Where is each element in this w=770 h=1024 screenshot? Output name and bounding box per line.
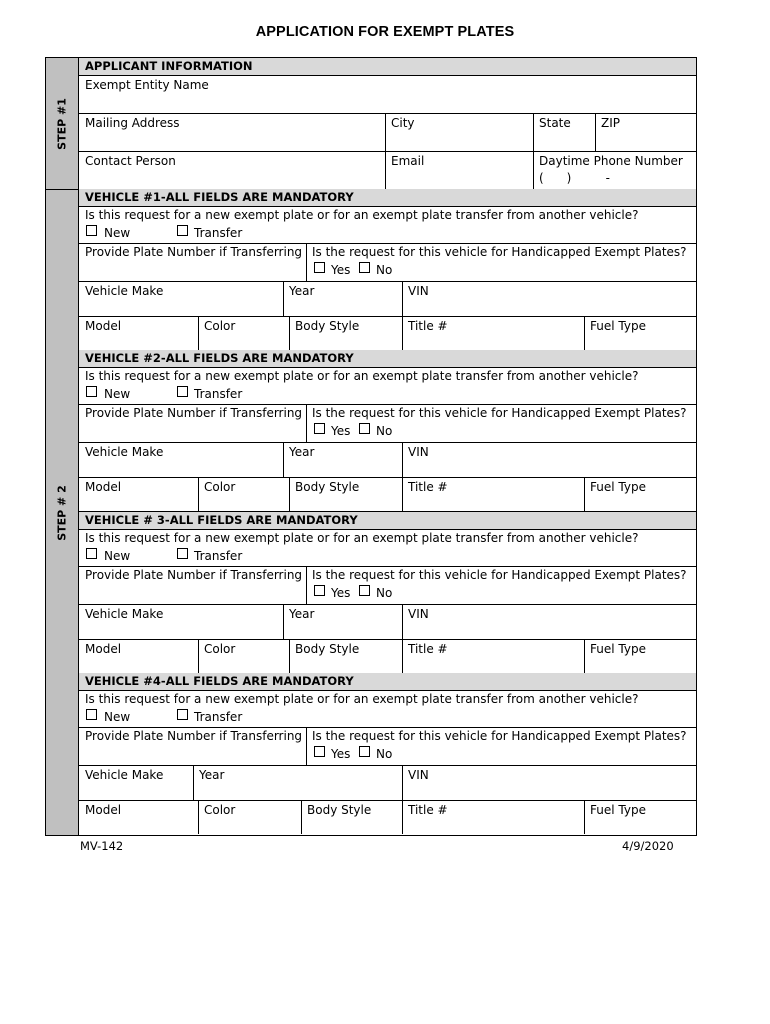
vehicle-3-title-field[interactable]: Title # bbox=[408, 642, 448, 656]
vehicle-2-vin-field[interactable]: VIN bbox=[408, 445, 429, 459]
vehicle-3-color-field[interactable]: Color bbox=[204, 642, 236, 656]
form-number: MV-142 bbox=[80, 839, 124, 853]
vehicle-4-model-field[interactable]: Model bbox=[85, 803, 122, 817]
vehicle-4-body-style-field[interactable]: Body Style bbox=[307, 803, 372, 817]
vehicle-3-no-label: No bbox=[376, 586, 393, 600]
vehicle-4-no-checkbox[interactable] bbox=[359, 746, 370, 757]
divider bbox=[79, 316, 696, 317]
vehicle-1-body-style-field[interactable]: Body Style bbox=[295, 319, 360, 333]
vehicle-1-question: Is this request for a new exempt plate or for an exempt plate transfer from another vehicle? bbox=[85, 208, 639, 222]
vehicle-3-yes-label: Yes bbox=[331, 586, 351, 600]
vehicle-2-plate-number-field[interactable]: Provide Plate Number if Transferring bbox=[85, 406, 303, 420]
vehicle-4-handicapped-question: Is the request for this vehicle for Handicapped Exempt Plates? bbox=[312, 729, 687, 743]
vehicle-1-make-field[interactable]: Vehicle Make bbox=[85, 284, 164, 298]
vehicle-1-title-field[interactable]: Title # bbox=[408, 319, 448, 333]
application-form bbox=[45, 57, 697, 836]
step-2-label: STEP # 2 bbox=[55, 484, 69, 541]
vehicle-4-make-field[interactable]: Vehicle Make bbox=[85, 768, 164, 782]
divider bbox=[79, 367, 696, 368]
vehicle-1-no-label: No bbox=[376, 263, 393, 277]
divider bbox=[289, 477, 290, 511]
vehicle-2-yes-checkbox[interactable] bbox=[314, 423, 325, 434]
divider bbox=[584, 477, 585, 511]
vehicle-4-yes-checkbox[interactable] bbox=[314, 746, 325, 757]
vehicle-3-make-field[interactable]: Vehicle Make bbox=[85, 607, 164, 621]
vehicle-4-header: VEHICLE #4-ALL FIELDS ARE MANDATORY bbox=[79, 673, 696, 690]
vehicle-1-new-checkbox[interactable] bbox=[86, 225, 97, 236]
vehicle-2-no-checkbox[interactable] bbox=[359, 423, 370, 434]
vehicle-4-transfer-checkbox[interactable] bbox=[177, 709, 188, 720]
vehicle-3-no-checkbox[interactable] bbox=[359, 585, 370, 596]
divider bbox=[79, 529, 696, 530]
divider bbox=[306, 566, 307, 604]
vehicle-3-plate-number-field[interactable]: Provide Plate Number if Transferring bbox=[85, 568, 303, 582]
vehicle-2-question: Is this request for a new exempt plate or for an exempt plate transfer from another vehicle? bbox=[85, 369, 639, 383]
divider bbox=[402, 639, 403, 673]
vehicle-2-fuel-type-field[interactable]: Fuel Type bbox=[590, 480, 646, 494]
vehicle-1-plate-number-field[interactable]: Provide Plate Number if Transferring bbox=[85, 245, 303, 259]
vehicle-1-transfer-label: Transfer bbox=[194, 226, 243, 240]
vehicle-3-year-field[interactable]: Year bbox=[289, 607, 315, 621]
vehicle-4-question: Is this request for a new exempt plate or for an exempt plate transfer from another vehicle? bbox=[85, 692, 639, 706]
divider bbox=[402, 442, 403, 477]
divider bbox=[584, 800, 585, 834]
divider bbox=[402, 316, 403, 350]
vehicle-3-vin-field[interactable]: VIN bbox=[408, 607, 429, 621]
divider bbox=[79, 800, 696, 801]
divider bbox=[79, 727, 696, 728]
vehicle-3-body-style-field[interactable]: Body Style bbox=[295, 642, 360, 656]
divider bbox=[79, 404, 696, 405]
form-date: 4/9/2020 bbox=[622, 839, 674, 853]
vehicle-1-yes-checkbox[interactable] bbox=[314, 262, 325, 273]
step-2-bar bbox=[46, 189, 79, 835]
vehicle-2-transfer-label: Transfer bbox=[194, 387, 243, 401]
divider bbox=[306, 243, 307, 281]
vehicle-4-new-checkbox[interactable] bbox=[86, 709, 97, 720]
vehicle-2-title-field[interactable]: Title # bbox=[408, 480, 448, 494]
vehicle-1-color-field[interactable]: Color bbox=[204, 319, 236, 333]
divider bbox=[79, 639, 696, 640]
divider bbox=[306, 404, 307, 442]
daytime-phone-field[interactable]: Daytime Phone Number bbox=[539, 154, 683, 168]
divider bbox=[402, 800, 403, 834]
vehicle-3-transfer-checkbox[interactable] bbox=[177, 548, 188, 559]
vehicle-2-handicapped-question: Is the request for this vehicle for Handicapped Exempt Plates? bbox=[312, 406, 687, 420]
divider bbox=[79, 243, 696, 244]
vehicle-1-vin-field[interactable]: VIN bbox=[408, 284, 429, 298]
zip-field[interactable]: ZIP bbox=[601, 116, 620, 130]
vehicle-1-handicapped-question: Is the request for this vehicle for Handicapped Exempt Plates? bbox=[312, 245, 687, 259]
divider bbox=[289, 639, 290, 673]
vehicle-1-model-field[interactable]: Model bbox=[85, 319, 122, 333]
vehicle-4-title-field[interactable]: Title # bbox=[408, 803, 448, 817]
applicant-header: APPLICANT INFORMATION bbox=[79, 58, 696, 75]
divider bbox=[79, 442, 696, 443]
divider bbox=[79, 281, 696, 282]
vehicle-2-header: VEHICLE #2-ALL FIELDS ARE MANDATORY bbox=[79, 350, 696, 367]
vehicle-4-new-label: New bbox=[104, 710, 131, 724]
vehicle-4-no-label: No bbox=[376, 747, 393, 761]
vehicle-3-header: VEHICLE # 3-ALL FIELDS ARE MANDATORY bbox=[79, 512, 696, 529]
step-1-bar bbox=[46, 58, 79, 189]
vehicle-4-vin-field[interactable]: VIN bbox=[408, 768, 429, 782]
vehicle-1-header: VEHICLE #1-ALL FIELDS ARE MANDATORY bbox=[79, 189, 696, 206]
vehicle-1-fuel-type-field[interactable]: Fuel Type bbox=[590, 319, 646, 333]
vehicle-2-color-field[interactable]: Color bbox=[204, 480, 236, 494]
divider bbox=[584, 316, 585, 350]
vehicle-2-new-checkbox[interactable] bbox=[86, 386, 97, 397]
divider bbox=[79, 604, 696, 605]
divider bbox=[198, 639, 199, 673]
page-title: APPLICATION FOR EXEMPT PLATES bbox=[255, 24, 515, 40]
vehicle-1-new-label: New bbox=[104, 226, 131, 240]
vehicle-4-fuel-type-field[interactable]: Fuel Type bbox=[590, 803, 646, 817]
divider bbox=[283, 281, 284, 316]
vehicle-4-transfer-label: Transfer bbox=[194, 710, 243, 724]
entity-name-field[interactable]: Exempt Entity Name bbox=[85, 78, 209, 92]
divider bbox=[79, 206, 696, 207]
state-field[interactable]: State bbox=[539, 116, 571, 130]
divider bbox=[301, 800, 302, 834]
vehicle-2-transfer-checkbox[interactable] bbox=[177, 386, 188, 397]
vehicle-4-plate-number-field[interactable]: Provide Plate Number if Transferring bbox=[85, 729, 303, 743]
vehicle-3-new-checkbox[interactable] bbox=[86, 548, 97, 559]
divider bbox=[306, 727, 307, 765]
divider bbox=[193, 765, 194, 800]
divider bbox=[402, 281, 403, 316]
step-1-label: STEP #1 bbox=[55, 97, 69, 150]
mailing-address-field[interactable]: Mailing Address bbox=[85, 116, 180, 130]
divider bbox=[283, 442, 284, 477]
vehicle-1-year-field[interactable]: Year bbox=[289, 284, 315, 298]
contact-person-field[interactable]: Contact Person bbox=[85, 154, 176, 168]
divider bbox=[402, 604, 403, 639]
divider bbox=[198, 800, 199, 834]
vehicle-3-transfer-label: Transfer bbox=[194, 549, 243, 563]
divider bbox=[198, 477, 199, 511]
email-field[interactable]: Email bbox=[391, 154, 425, 168]
city-field[interactable]: City bbox=[391, 116, 415, 130]
vehicle-3-new-label: New bbox=[104, 549, 131, 563]
vehicle-3-handicapped-question: Is the request for this vehicle for Handicapped Exempt Plates? bbox=[312, 568, 687, 582]
divider bbox=[402, 765, 403, 800]
vehicle-4-yes-label: Yes bbox=[331, 747, 351, 761]
divider bbox=[79, 765, 696, 766]
vehicle-1-transfer-checkbox[interactable] bbox=[177, 225, 188, 236]
divider bbox=[289, 316, 290, 350]
vehicle-1-no-checkbox[interactable] bbox=[359, 262, 370, 273]
divider bbox=[198, 316, 199, 350]
divider bbox=[79, 477, 696, 478]
divider bbox=[79, 690, 696, 691]
vehicle-2-no-label: No bbox=[376, 424, 393, 438]
vehicle-3-model-field[interactable]: Model bbox=[85, 642, 122, 656]
vehicle-2-year-field[interactable]: Year bbox=[289, 445, 315, 459]
vehicle-2-yes-label: Yes bbox=[331, 424, 351, 438]
vehicle-4-color-field[interactable]: Color bbox=[204, 803, 236, 817]
divider bbox=[584, 639, 585, 673]
divider bbox=[283, 604, 284, 639]
vehicle-2-make-field[interactable]: Vehicle Make bbox=[85, 445, 164, 459]
divider bbox=[402, 477, 403, 511]
vehicle-3-question: Is this request for a new exempt plate or for an exempt plate transfer from another vehicle? bbox=[85, 531, 639, 545]
vehicle-2-new-label: New bbox=[104, 387, 131, 401]
vehicle-4-year-field[interactable]: Year bbox=[199, 768, 225, 782]
vehicle-3-yes-checkbox[interactable] bbox=[314, 585, 325, 596]
vehicle-3-fuel-type-field[interactable]: Fuel Type bbox=[590, 642, 646, 656]
vehicle-2-body-style-field[interactable]: Body Style bbox=[295, 480, 360, 494]
phone-format: ( ) - bbox=[539, 171, 610, 185]
vehicle-2-model-field[interactable]: Model bbox=[85, 480, 122, 494]
divider bbox=[79, 566, 696, 567]
vehicle-1-yes-label: Yes bbox=[331, 263, 351, 277]
